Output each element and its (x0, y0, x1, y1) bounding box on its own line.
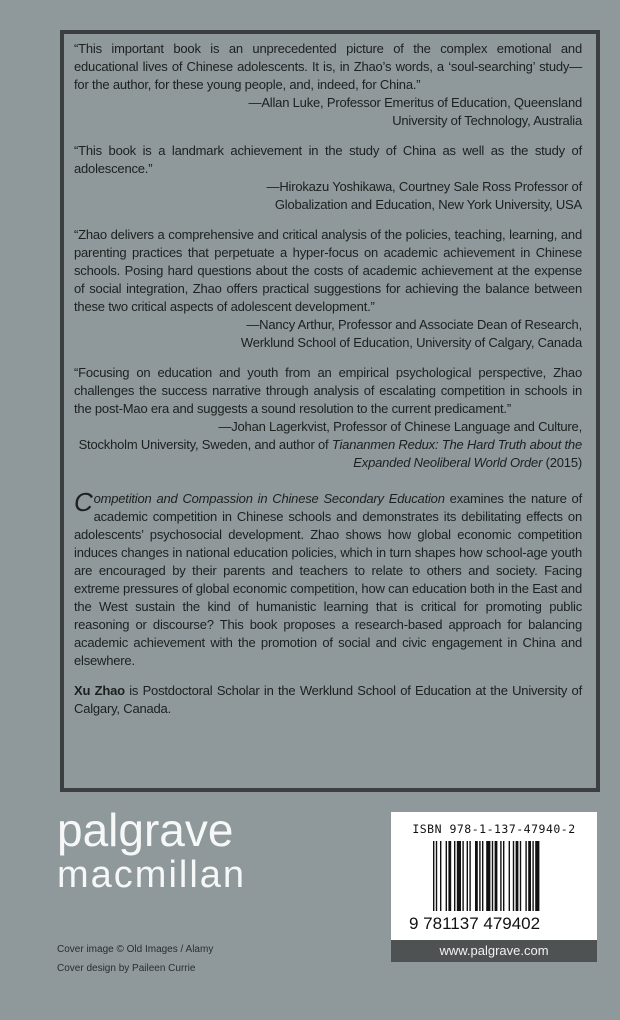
barcode-bar (448, 841, 451, 911)
barcode-bar (454, 841, 455, 911)
quote-attribution (74, 316, 582, 352)
barcode-bar (475, 841, 478, 911)
barcode-bar (535, 841, 539, 911)
barcode-digits: 9 781137 479402 (409, 914, 541, 933)
barcode-bar (467, 841, 468, 911)
barcode-bar (486, 841, 490, 911)
barcode-bar (528, 841, 531, 911)
attribution-line: —Hirokazu Yoshikawa, Courtney Sale Ross Professor of (266, 179, 582, 194)
barcode-bar (462, 841, 463, 911)
attribution-line: Stockholm University, Sweden, and author of (78, 437, 332, 452)
quote-text: “This book is a landmark achievement in the study of China as well as the study of adolescence.” (74, 143, 582, 176)
attribution-line: University of Technology, Australia (392, 113, 582, 128)
attribution-line: Werklund School of Education, University of Calgary, Canada (240, 335, 582, 350)
barcode-bar (433, 841, 434, 911)
barcode-bar (440, 841, 441, 911)
isbn-label: ISBN 978-1-137-47940-2 (412, 822, 576, 836)
barcode-bar (525, 841, 526, 911)
barcode-icon (431, 841, 581, 911)
quote-text: “Focusing on education and youth from an empirical psychological perspective, Zhao challenges the success narrative through analysis of escalating competition in schools in the post-Mao era and suggests a sound resolution to the current predicament.” (74, 365, 582, 416)
quote-attribution (74, 178, 582, 214)
publisher-url: www.palgrave.com (391, 940, 597, 962)
barcode-bar (500, 841, 501, 911)
logo-macmillan: macmillan (57, 854, 247, 896)
barcode-bar (469, 841, 470, 911)
drop-cap: C (74, 487, 93, 517)
barcode-bar (446, 841, 447, 911)
barcode-bar (482, 841, 483, 911)
book-description (74, 487, 582, 670)
quote-attribution (74, 418, 582, 472)
barcode-bar (492, 841, 493, 911)
barcode-box (391, 812, 597, 962)
quote-text: “This important book is an unprecedented picture of the complex emotional and educational lives of Chinese adolescents. It is, in Zhao’s words, a ‘soul-searching’ study—for the author, for these young people, and, indeed, for China.” (74, 41, 582, 92)
book-title-reference: Tiananmen Redux: The Hard Truth about the Expanded Neoliberal World Order (331, 437, 582, 470)
barcode-bar (503, 841, 504, 911)
back-cover-text (74, 40, 582, 718)
author-bio (74, 682, 582, 718)
barcode-bar (509, 841, 510, 911)
attribution-line: —Johan Lagerkvist, Professor of Chinese Language and Culture, (218, 419, 582, 434)
attribution-year: (2015) (542, 455, 582, 470)
attribution-line: —Allan Luke, Professor Emeritus of Education, Queensland (248, 95, 582, 110)
bio-text: is Postdoctoral Scholar in the Werklund School of Education at the University of Calgary, Canada. (74, 683, 582, 716)
cover-image-credit: Cover image © Old Images / Alamy (57, 944, 214, 955)
endorsement-quote (74, 142, 582, 214)
author-name: Xu Zhao (74, 683, 125, 698)
book-title: ompetition and Compassion in Chinese Secondary Education (93, 491, 445, 506)
cover-design-credit: Cover design by Paileen Currie (57, 963, 196, 974)
barcode-bar (532, 841, 533, 911)
barcode-bar (513, 841, 514, 911)
barcode-bar (520, 841, 521, 911)
cover-credits (57, 940, 213, 978)
barcode-bar (457, 841, 461, 911)
publisher-logo (57, 806, 246, 896)
attribution-line: Globalization and Education, New York University, USA (274, 197, 582, 212)
attribution-line: —Nancy Arthur, Professor and Associate Dean of Research, (246, 317, 582, 332)
endorsement-quote (74, 364, 582, 472)
endorsement-quote (74, 40, 582, 130)
endorsement-quote (74, 226, 582, 352)
quote-text: “Zhao delivers a comprehensive and critical analysis of the policies, teaching, learning, and parenting practices that perpetuate a hyper-focus on academic achievement in Chinese schools. Posing hard questions about the costs of academic achievement at the expense of social integration, Zhao offers practical suggestions for achieving the balance between these two critical aspects of adolescent development.” (74, 227, 582, 314)
barcode-bar (516, 841, 519, 911)
description-body: examines the nature of academic competition in Chinese schools and demonstrates its debilitating effects on adolescents’ psychosocial development. Zhao shows how global economic competition induces changes in national education policies, which in turn shapes how school-age youth are encouraged by their parents and teachers to relate to others and society. Facing extreme pressures of global economic competition, how can education both in the East and the West sustain the kind of humanistic learning that is critical for promoting public reasoning or discourse? This book proposes a research-based approach for balancing academic achievement with the promotion of social and civic engagement in China and elsewhere. (74, 491, 582, 668)
quote-attribution (74, 94, 582, 130)
barcode-bar (436, 841, 437, 911)
barcode-bar (495, 841, 498, 911)
logo-palgrave: palgrave (57, 804, 234, 856)
barcode-bar (479, 841, 480, 911)
